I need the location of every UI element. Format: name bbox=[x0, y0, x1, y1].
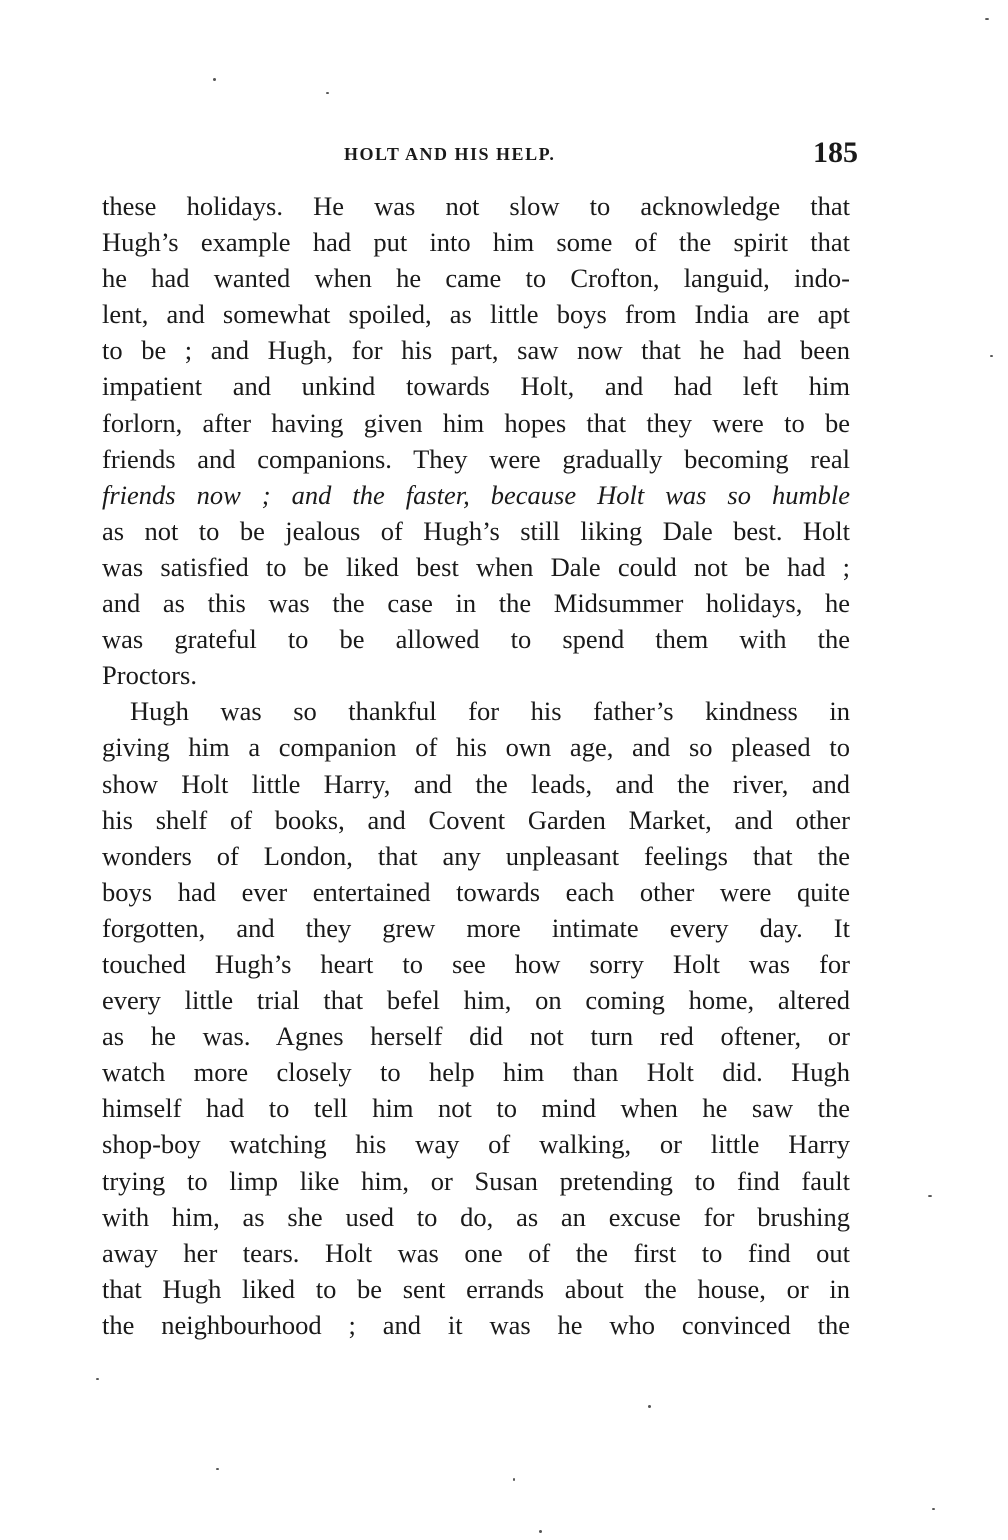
page-number: 185 bbox=[813, 136, 858, 169]
text-line: as not to be jealous of Hugh’s still liking Dale best. Holt bbox=[102, 515, 850, 546]
text-line: himself had to tell him not to mind when he saw the bbox=[102, 1093, 850, 1124]
paragraph-2 bbox=[102, 693, 850, 1343]
scan-speck bbox=[216, 1468, 219, 1470]
scan-speck bbox=[932, 1508, 935, 1510]
text-line: his shelf of books, and Covent Garden Market, and other bbox=[102, 804, 850, 835]
text-line: that Hugh liked to be sent errands about the house, or in bbox=[102, 1273, 850, 1304]
text-line: forgotten, and they grew more intimate every day. It bbox=[102, 912, 850, 943]
text-line: friends and companions. They were gradually becoming real bbox=[102, 443, 850, 474]
text-line: to be ; and Hugh, for his part, saw now that he had been bbox=[102, 335, 850, 366]
scan-speck bbox=[539, 1530, 542, 1533]
page-header bbox=[104, 138, 856, 178]
text-line: was satisfied to be liked best when Dale could not be had ; bbox=[102, 551, 850, 582]
text-line: away her tears. Holt was one of the first to find out bbox=[102, 1237, 850, 1268]
text-line: was grateful to be allowed to spend them with the bbox=[102, 624, 850, 655]
scan-speck bbox=[213, 78, 216, 81]
text-line: Proctors. bbox=[102, 660, 197, 691]
scan-speck bbox=[985, 18, 989, 20]
text-line: boys had ever entertained towards each other were quite bbox=[102, 876, 850, 907]
text-line: trying to limp like him, or Susan pretending to find fault bbox=[102, 1165, 850, 1196]
scan-speck bbox=[96, 1378, 99, 1380]
text-line: he had wanted when he came to Crofton, languid, indo- bbox=[102, 263, 850, 294]
text-line: watch more closely to help him than Holt did. Hugh bbox=[102, 1057, 850, 1088]
running-head: HOLT AND HIS HELP. bbox=[344, 144, 556, 164]
text-line-italic: friends now ; and the faster, because Holt was so humble bbox=[102, 479, 850, 510]
text-line: Hugh’s example had put into him some of the spirit that bbox=[102, 227, 850, 258]
text-line: Hugh was so thankful for his father’s kindness in bbox=[130, 696, 850, 727]
text-line: forlorn, after having given him hopes that they were to be bbox=[102, 407, 850, 438]
text-line: every little trial that befel him, on coming home, altered bbox=[102, 985, 850, 1016]
text-line: shop-boy watching his way of walking, or little Harry bbox=[102, 1129, 850, 1160]
text-line: lent, and somewhat spoiled, as little boys from India are apt bbox=[102, 299, 850, 330]
text-line: and as this was the case in the Midsummer holidays, he bbox=[102, 588, 850, 619]
text-line: as he was. Agnes herself did not turn red oftener, or bbox=[102, 1021, 850, 1052]
body-text bbox=[102, 188, 850, 1343]
text-line: wonders of London, that any unpleasant feelings that the bbox=[102, 840, 850, 871]
paragraph-1 bbox=[102, 188, 850, 693]
text-line: impatient and unkind towards Holt, and had left him bbox=[102, 371, 850, 402]
text-line: giving him a companion of his own age, and so pleased to bbox=[102, 732, 850, 763]
text-line: with him, as she used to do, as an excuse for brushing bbox=[102, 1201, 850, 1232]
text-line: the neighbourhood ; and it was he who convinced the bbox=[102, 1309, 850, 1340]
text-line: touched Hugh’s heart to see how sorry Holt was for bbox=[102, 948, 850, 979]
scan-speck bbox=[513, 1478, 515, 1481]
scan-speck bbox=[326, 92, 329, 94]
scan-speck bbox=[648, 1405, 651, 1408]
scan-speck bbox=[990, 355, 993, 357]
text-line: show Holt little Harry, and the leads, and the river, and bbox=[102, 768, 850, 799]
text-line: these holidays. He was not slow to acknowledge that bbox=[102, 191, 850, 221]
scan-speck bbox=[928, 1195, 932, 1197]
